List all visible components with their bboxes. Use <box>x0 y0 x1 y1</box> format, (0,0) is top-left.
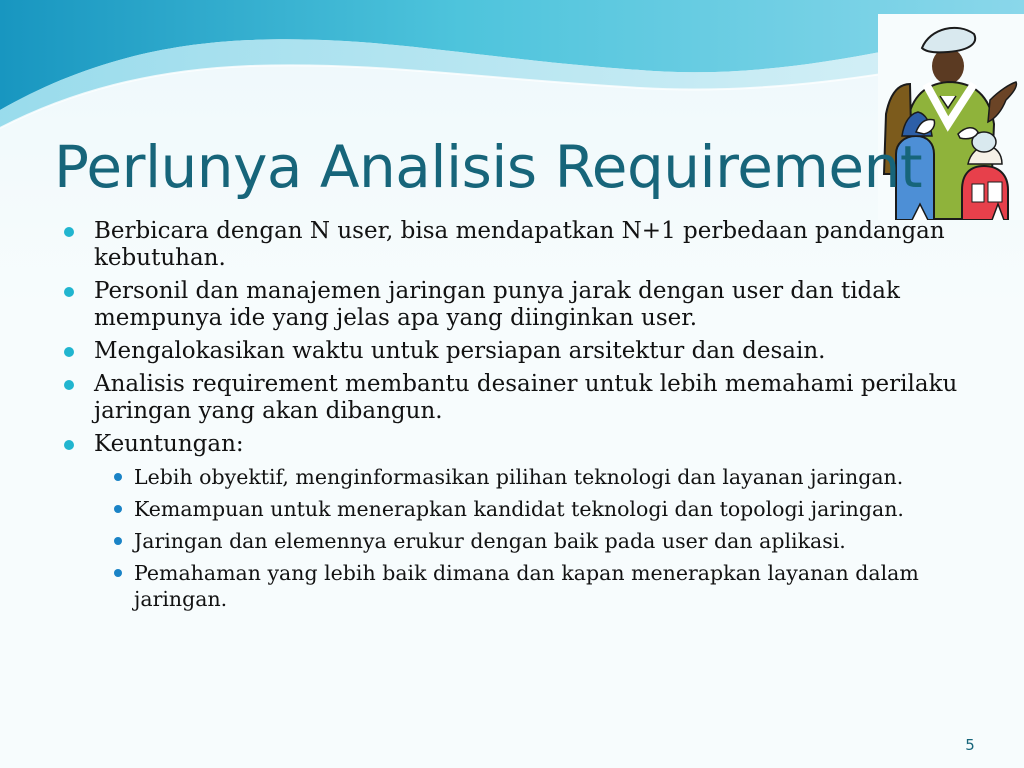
bullet-dot-icon <box>64 440 74 450</box>
sub-bullet-text: Lebih obyektif, menginformasikan pilihan teknologi dan layanan jaringan. <box>134 465 904 489</box>
bullet-text: Analisis requirement membantu desainer untuk lebih memahami perilaku jaringan yang akan dibangun. <box>94 371 958 424</box>
bullet-text: Berbicara dengan N user, bisa mendapatkan N+1 perbedaan pandangan kebutuhan. <box>94 218 945 271</box>
bullet-text: Keuntungan: <box>94 431 244 457</box>
bullet-dot-icon <box>64 347 74 357</box>
bullet-dot-icon <box>64 287 74 297</box>
sub-bullet-item <box>102 528 982 554</box>
sub-bullet-item <box>102 464 982 490</box>
sub-bullet-dot-icon <box>114 473 122 481</box>
bullet-item <box>62 218 982 272</box>
slide-content <box>62 218 982 618</box>
bullet-dot-icon <box>64 227 74 237</box>
sub-bullet-text: Jaringan dan elemennya erukur dengan baik pada user dan aplikasi. <box>134 529 846 553</box>
bullet-item-keuntungan <box>62 431 982 612</box>
sub-bullet-text: Pemahaman yang lebih baik dimana dan kapan menerapkan layanan dalam jaringan. <box>134 561 919 611</box>
bullet-text: Personil dan manajemen jaringan punya jarak dengan user dan tidak mempunya ide yang jelas apa yang diinginkan user. <box>94 278 900 331</box>
sub-bullet-text: Kemampuan untuk menerapkan kandidat teknologi dan topologi jaringan. <box>134 497 904 521</box>
page-number: 5 <box>965 736 975 754</box>
bullet-item <box>62 278 982 332</box>
slide-title: Perlunya Analisis Requirement <box>54 133 923 201</box>
sub-bullet-dot-icon <box>114 537 122 545</box>
sub-bullet-item <box>102 496 982 522</box>
bullet-list <box>62 218 982 612</box>
bullet-item <box>62 338 982 365</box>
sub-bullet-dot-icon <box>114 569 122 577</box>
sub-bullet-dot-icon <box>114 505 122 513</box>
bullet-item <box>62 371 982 425</box>
sub-bullet-item <box>102 560 982 612</box>
bullet-text: Mengalokasikan waktu untuk persiapan arsitektur dan desain. <box>94 338 826 364</box>
sub-bullet-list <box>102 464 982 612</box>
bullet-dot-icon <box>64 380 74 390</box>
